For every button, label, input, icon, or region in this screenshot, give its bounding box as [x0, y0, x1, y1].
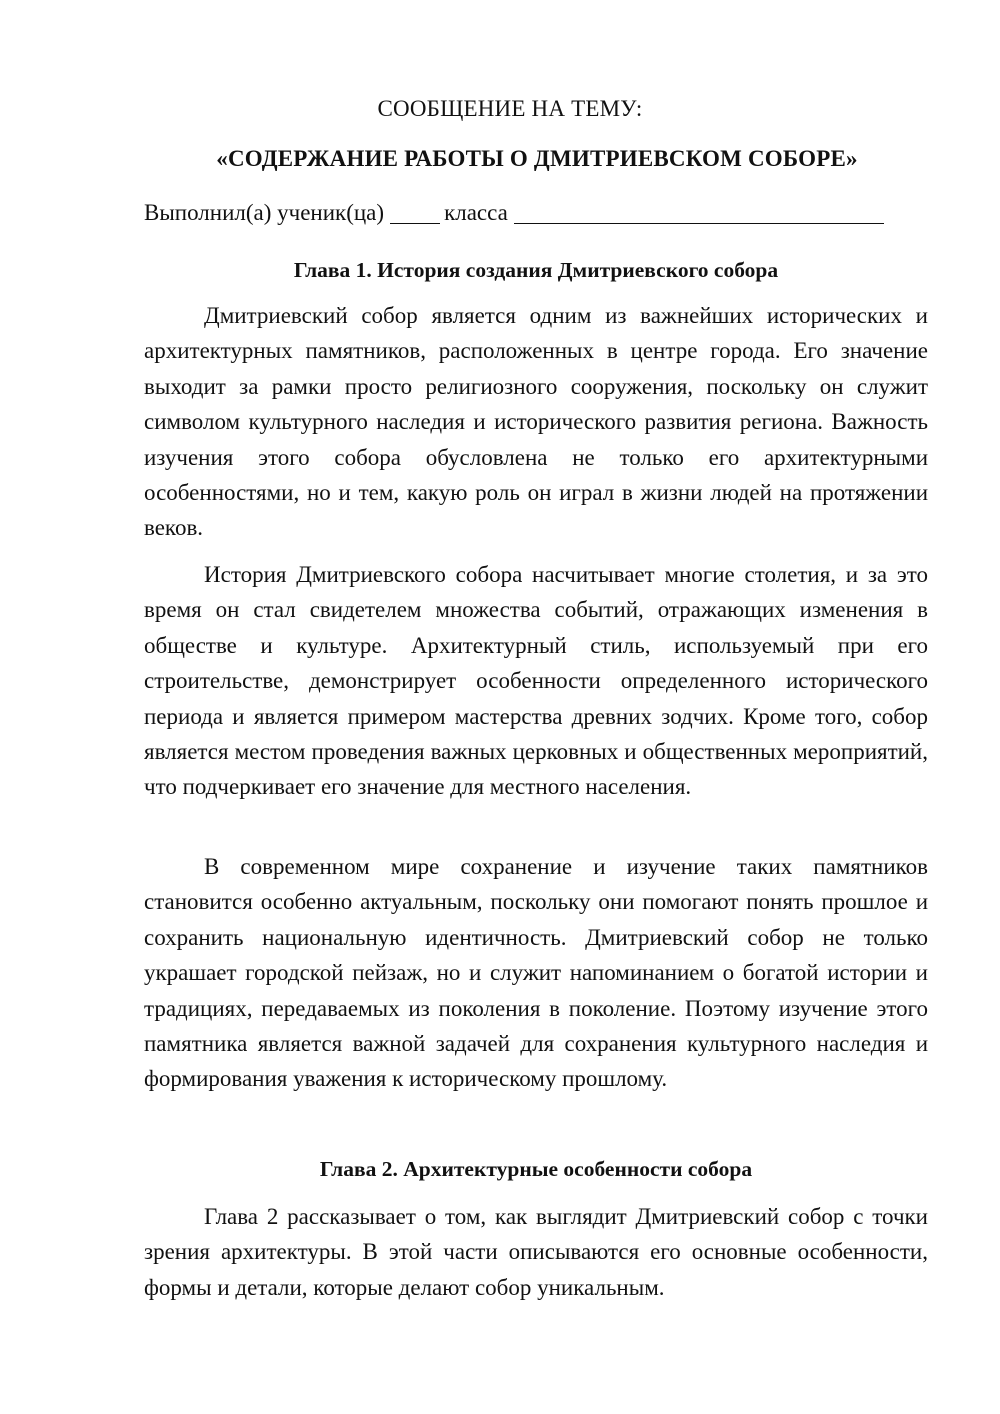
class-name-blank — [514, 201, 884, 224]
chapter-2-heading: Глава 2. Архитектурные особенности собора — [319, 1157, 753, 1181]
document-title-line2: «СОДЕРЖАНИЕ РАБОТЫ О ДМИТРИЕВСКОМ СОБОРЕ» — [216, 146, 858, 171]
chapter-1-paragraph-2: История Дмитриевского собора насчитывает многие столетия, и за это время он стал свидетелем множества событий, отражающих изменения в обществе и культуре. Архитектурный стиль, используемый при его строительстве, демонстрирует особенности определенного исторического периода и является примером мастерства древних зодчих. Кроме того, собор является местом проведения важных церковных и общественных мероприятий, что подчеркивает его значение для местного населения. — [144, 562, 928, 800]
chapter-2-paragraph-1: Глава 2 рассказывает о том, как выглядит Дмитриевский собор с точки зрения архитектуры. В этой части описываются его основные особенности, формы и детали, которые делают собор уникальным. — [144, 1204, 928, 1300]
author-line — [144, 197, 934, 228]
chapter-1-paragraph-3: В современном мире сохранение и изучение таких памятников становится особенно актуальным, поскольку они помогают понять прошлое и сохранить национальную идентичность. Дмитриевский собор не только украшает городской пейзаж, но и служит напоминанием о богатой истории и традициях, передаваемых из поколения в поколение. Поэтому изучение этого памятника является важной задачей для сохранения культурного наследия и формирования уважения к историческому прошлому. — [144, 854, 928, 1092]
class-label: класса — [444, 200, 508, 225]
author-label: Выполнил(а) ученик(ца) — [144, 200, 385, 225]
document-title-line1: СООБЩЕНИЕ НА ТЕМУ: — [377, 96, 643, 121]
class-number-blank — [390, 201, 440, 224]
chapter-1-heading: Глава 1. История создания Дмитриевского собора — [293, 258, 779, 282]
chapter-1-paragraph-1: Дмитриевский собор является одним из важнейших исторических и архитектурных памятников, расположенных в центре города. Его значение выходит за рамки просто религиозного сооружения, поскольку он служит символом культурного наследия и исторического развития региона. Важность изучения этого собора обусловлена не только его архитектурными особенностями, но и тем, какую роль он играл в жизни людей на протяжении веков. — [144, 303, 928, 541]
